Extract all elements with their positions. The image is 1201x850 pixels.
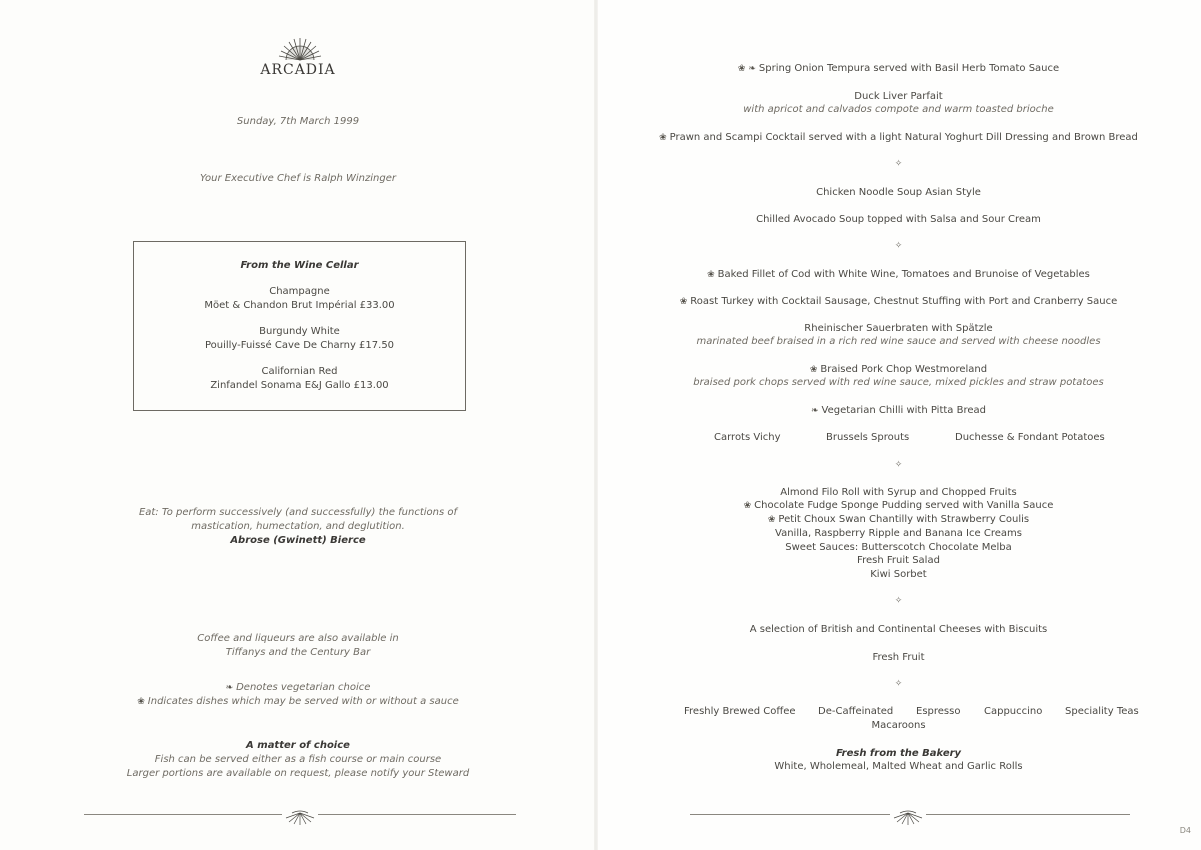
- sauce-flower-icon: ❀: [809, 365, 818, 375]
- choice-line-2: Larger portions are available on request, please notify your Steward: [126, 768, 470, 779]
- menu-item-title: Rheinischer Sauerbraten with Spätzle: [804, 323, 993, 334]
- menu-item-description: braised pork chops served with red wine sauce, mixed pickles and straw potatoes: [693, 377, 1104, 388]
- course-divider-icon: ✧: [894, 241, 903, 251]
- dessert-item: Vanilla, Raspberry Ripple and Banana Ice Creams: [775, 528, 1022, 539]
- chef-line: Your Executive Chef is Ralph Winzinger: [200, 173, 396, 184]
- sunburst-ornament-icon: [282, 809, 318, 829]
- menu-date: Sunday, 7th March 1999: [236, 116, 360, 127]
- vegetarian-leaf-icon: ❧: [811, 406, 819, 416]
- dessert-item: ❀ Chocolate Fudge Sponge Pudding served with Vanilla Sauce: [743, 500, 1054, 511]
- macaroons: Macaroons: [871, 720, 926, 731]
- beverage-item: Espresso: [916, 706, 961, 717]
- bakery-items: White, Wholemeal, Malted Wheat and Garlic Rolls: [774, 761, 1023, 772]
- menu-item: Chicken Noodle Soup Asian Style: [816, 187, 981, 198]
- wine-detail: Zinfandel Sonama E&J Gallo £13.00: [210, 380, 389, 391]
- vegetable-item: Duchesse & Fondant Potatoes: [955, 432, 1105, 443]
- page-number: D4: [1179, 826, 1191, 835]
- menu-item: ❀ Prawn and Scampi Cocktail served with a light Natural Yoghurt Dill Dressing and Brown Bread: [659, 132, 1138, 143]
- beverage-item: Speciality Teas: [1065, 706, 1139, 717]
- menu-item: Chilled Avocado Soup topped with Salsa and Sour Cream: [756, 214, 1041, 225]
- sauce-flower-icon: ❀: [679, 297, 688, 307]
- left-page: [0, 0, 596, 850]
- choice-line-1: Fish can be served either as a fish course or main course: [154, 754, 442, 765]
- dessert-item: Fresh Fruit Salad: [857, 555, 940, 566]
- vegetable-item: Carrots Vichy: [714, 432, 781, 443]
- menu-item-title: Duck Liver Parfait: [854, 91, 943, 102]
- vegetable-item: Brussels Sprouts: [826, 432, 910, 443]
- menu-item: ❀ Roast Turkey with Cocktail Sausage, Chestnut Stuffing with Port and Cranberry Sauce: [679, 296, 1118, 307]
- dessert-item: ❀ Petit Choux Swan Chantilly with Strawberry Coulis: [767, 514, 1030, 525]
- legend-sauce: [0, 696, 596, 707]
- menu-item-description: marinated beef braised in a rich red wine sauce and served with cheese noodles: [696, 336, 1101, 347]
- sauce-flower-icon: ❀: [137, 697, 145, 707]
- legend-sauce-text: Indicates dishes which may be served with or without a sauce: [147, 696, 459, 707]
- dessert-item: Almond Filo Roll with Syrup and Chopped Fruits: [780, 487, 1017, 498]
- wine-type: Burgundy White: [259, 326, 340, 337]
- quote-author: Abrose (Gwinett) Bierce: [230, 535, 366, 546]
- menu-item: ❀ ❧ Spring Onion Tempura served with Basil Herb Tomato Sauce: [737, 63, 1060, 74]
- menu-item: ❀ Baked Fillet of Cod with White Wine, Tomatoes and Brunoise of Vegetables: [707, 269, 1090, 280]
- sunburst-ornament-icon: [890, 809, 926, 829]
- vegetarian-leaf-icon: ❧: [225, 683, 234, 693]
- course-divider-icon: ✧: [894, 159, 903, 169]
- choice-heading: A matter of choice: [246, 740, 350, 751]
- menu-item-description: with apricot and calvados compote and warm toasted brioche: [743, 104, 1054, 115]
- wine-cellar-heading: From the Wine Cellar: [240, 260, 359, 271]
- legend-vegetarian: [0, 682, 596, 693]
- bakery-heading: Fresh from the Bakery: [835, 748, 962, 759]
- coffee-line-1: Coffee and liqueurs are also available in: [197, 633, 399, 644]
- wine-type: Champagne: [269, 286, 330, 297]
- brand-name: ARCADIA: [260, 62, 336, 78]
- beverage-item: Cappuccino: [984, 706, 1043, 717]
- dessert-item: Kiwi Sorbet: [870, 569, 927, 580]
- vegetarian-leaf-icon: ❧: [748, 64, 756, 74]
- course-divider-icon: ✧: [894, 679, 903, 689]
- sauce-flower-icon: ❀: [743, 501, 752, 511]
- course-divider-icon: ✧: [894, 460, 903, 470]
- course-divider-icon: ✧: [894, 596, 903, 606]
- sauce-flower-icon: ❀: [737, 64, 746, 74]
- sauce-flower-icon: ❀: [767, 515, 776, 525]
- beverage-item: De-Caffeinated: [818, 706, 894, 717]
- sauce-flower-icon: ❀: [659, 133, 667, 143]
- beverage-item: Freshly Brewed Coffee: [684, 706, 796, 717]
- quote-line-2: mastication, humectation, and deglutition.: [191, 521, 405, 532]
- dessert-item: Sweet Sauces: Butterscotch Chocolate Melba: [785, 542, 1012, 553]
- sauce-flower-icon: ❀: [707, 270, 715, 280]
- wine-detail: Möet & Chandon Brut Impérial £33.00: [204, 300, 395, 311]
- menu-item-title: ❀ Braised Pork Chop Westmoreland: [809, 364, 988, 375]
- cheese-item: Fresh Fruit: [872, 652, 925, 663]
- coffee-line-2: Tiffanys and the Century Bar: [225, 647, 371, 658]
- sunburst-logo-icon: [270, 34, 330, 64]
- cheese-item: A selection of British and Continental Cheeses with Biscuits: [749, 624, 1048, 635]
- legend-veg-text: Denotes vegetarian choice: [236, 682, 371, 693]
- menu-item: ❧ Vegetarian Chilli with Pitta Bread: [811, 405, 986, 416]
- quote-line-1: Eat: To perform successively (and successfully) the functions of: [138, 507, 458, 518]
- wine-detail: Pouilly-Fuissé Cave De Charny £17.50: [204, 340, 395, 351]
- wine-type: Californian Red: [261, 366, 338, 377]
- wine-cellar-box: [133, 241, 466, 411]
